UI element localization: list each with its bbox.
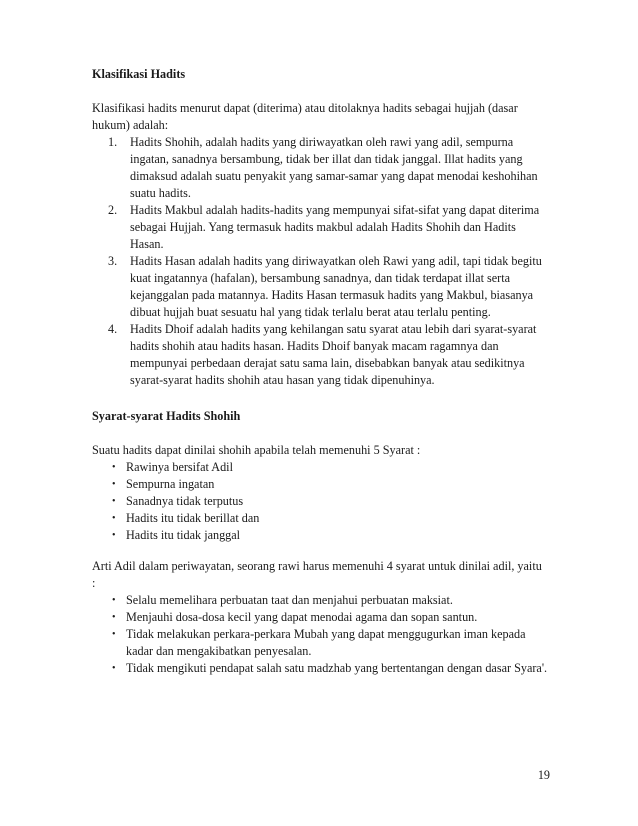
list-item: [92, 459, 548, 476]
list-item: [92, 510, 548, 527]
list-item: [92, 626, 548, 660]
list-item-text: Tidak mengikuti pendapat salah satu madzhab yang bertentangan dengan dasar Syara'.: [126, 661, 548, 675]
list-number: 4.: [108, 322, 118, 336]
page-number: 19: [537, 768, 550, 782]
list-item: [92, 592, 548, 609]
list-item-text: Hadits Hasan adalah hadits yang diriwayatkan oleh Rawi yang adil, tapi tidak begitu kuat ingatannya (hafalan), bersambung sanadnya, dan tidak terdapat illat serta kejanggalan pada matannya. Hadits Hasan termasuk hadits yang Makbul, biasanya dibuat hujjah buat sesuatu hal yang tidak terlalu berat atau terlalu penting.: [130, 254, 542, 319]
list-item: [92, 609, 548, 626]
list-number: 3.: [108, 254, 118, 268]
list-item: [92, 493, 548, 510]
list-item-text: Hadits Dhoif adalah hadits yang kehilangan satu syarat atau lebih dari syarat-syarat hadits shohih atau hadits hasan. Hadits Dhoif banyak macam ragamnya dan mempunyai perbedaan derajat satu sama lain, disebabkan banyak atau sedikitnya syarat-syarat hadits shohih atau hasan yang tidak dipenuhinya.: [130, 322, 537, 387]
list-item-text: Sanadnya tidak terputus: [126, 494, 244, 508]
klasifikasi-list: [92, 134, 548, 389]
section-intro-syarat: Suatu hadits dapat dinilai shohih apabila telah memenuhi 5 Syarat :: [92, 443, 421, 457]
section-intro-klasifikasi: Klasifikasi hadits menurut dapat (diterima) atau ditolaknya hadits sebagai hujjah (dasar hukum) adalah:: [92, 101, 518, 132]
list-item-text: Selalu memelihara perbuatan taat dan menjahui perbuatan maksiat.: [126, 593, 453, 607]
bullet-icon: •: [112, 629, 116, 640]
list-item-text: Hadits itu tidak janggal: [126, 528, 241, 542]
list-number: 2.: [108, 203, 118, 217]
page-content: [92, 66, 548, 677]
list-item: [92, 660, 548, 677]
adil-list: [92, 592, 548, 677]
list-item: [92, 321, 548, 389]
list-item: [92, 527, 548, 544]
list-item-text: Hadits Shohih, adalah hadits yang diriwayatkan oleh rawi yang adil, sempurna ingatan, sanadnya bersambung, tidak ber illat dan tidak janggal. Illat hadits yang dimaksud adalah suatu penyakit yang samar-samar yang dapat menodai keshohihan suatu hadits.: [130, 135, 538, 200]
list-item: [92, 202, 548, 253]
list-item-text: Tidak melakukan perkara-perkara Mubah yang dapat menggugurkan iman kepada kadar dan mengakibatkan penyesalan.: [126, 627, 526, 658]
list-item: [92, 253, 548, 321]
bullet-icon: •: [112, 479, 116, 490]
list-number: 1.: [108, 135, 118, 149]
section-heading-syarat: Syarat-syarat Hadits Shohih: [92, 409, 241, 423]
bullet-icon: •: [112, 530, 116, 541]
list-item-text: Hadits itu tidak berillat dan: [126, 511, 260, 525]
bullet-icon: •: [112, 612, 116, 623]
adil-intro: Arti Adil dalam periwayatan, seorang rawi harus memenuhi 4 syarat untuk dinilai adil, yaitu :: [92, 559, 542, 590]
list-item-text: Hadits Makbul adalah hadits-hadits yang mempunyai sifat-sifat yang dapat diterima sebagai Hujjah. Yang termasuk hadits makbul adalah Hadits Shohih dan Hadits Hasan.: [130, 203, 540, 251]
list-item-text: Menjauhi dosa-dosa kecil yang dapat menodai agama dan sopan santun.: [126, 610, 478, 624]
list-item-text: Rawinya bersifat Adil: [126, 460, 233, 474]
list-item: [92, 476, 548, 493]
bullet-icon: •: [112, 513, 116, 524]
section-heading-klasifikasi: Klasifikasi Hadits: [92, 67, 186, 81]
bullet-icon: •: [112, 462, 116, 473]
list-item-text: Sempurna ingatan: [126, 477, 215, 491]
bullet-icon: •: [112, 496, 116, 507]
bullet-icon: •: [112, 663, 116, 674]
list-item: [92, 134, 548, 202]
syarat-list: [92, 459, 548, 544]
bullet-icon: •: [112, 595, 116, 606]
